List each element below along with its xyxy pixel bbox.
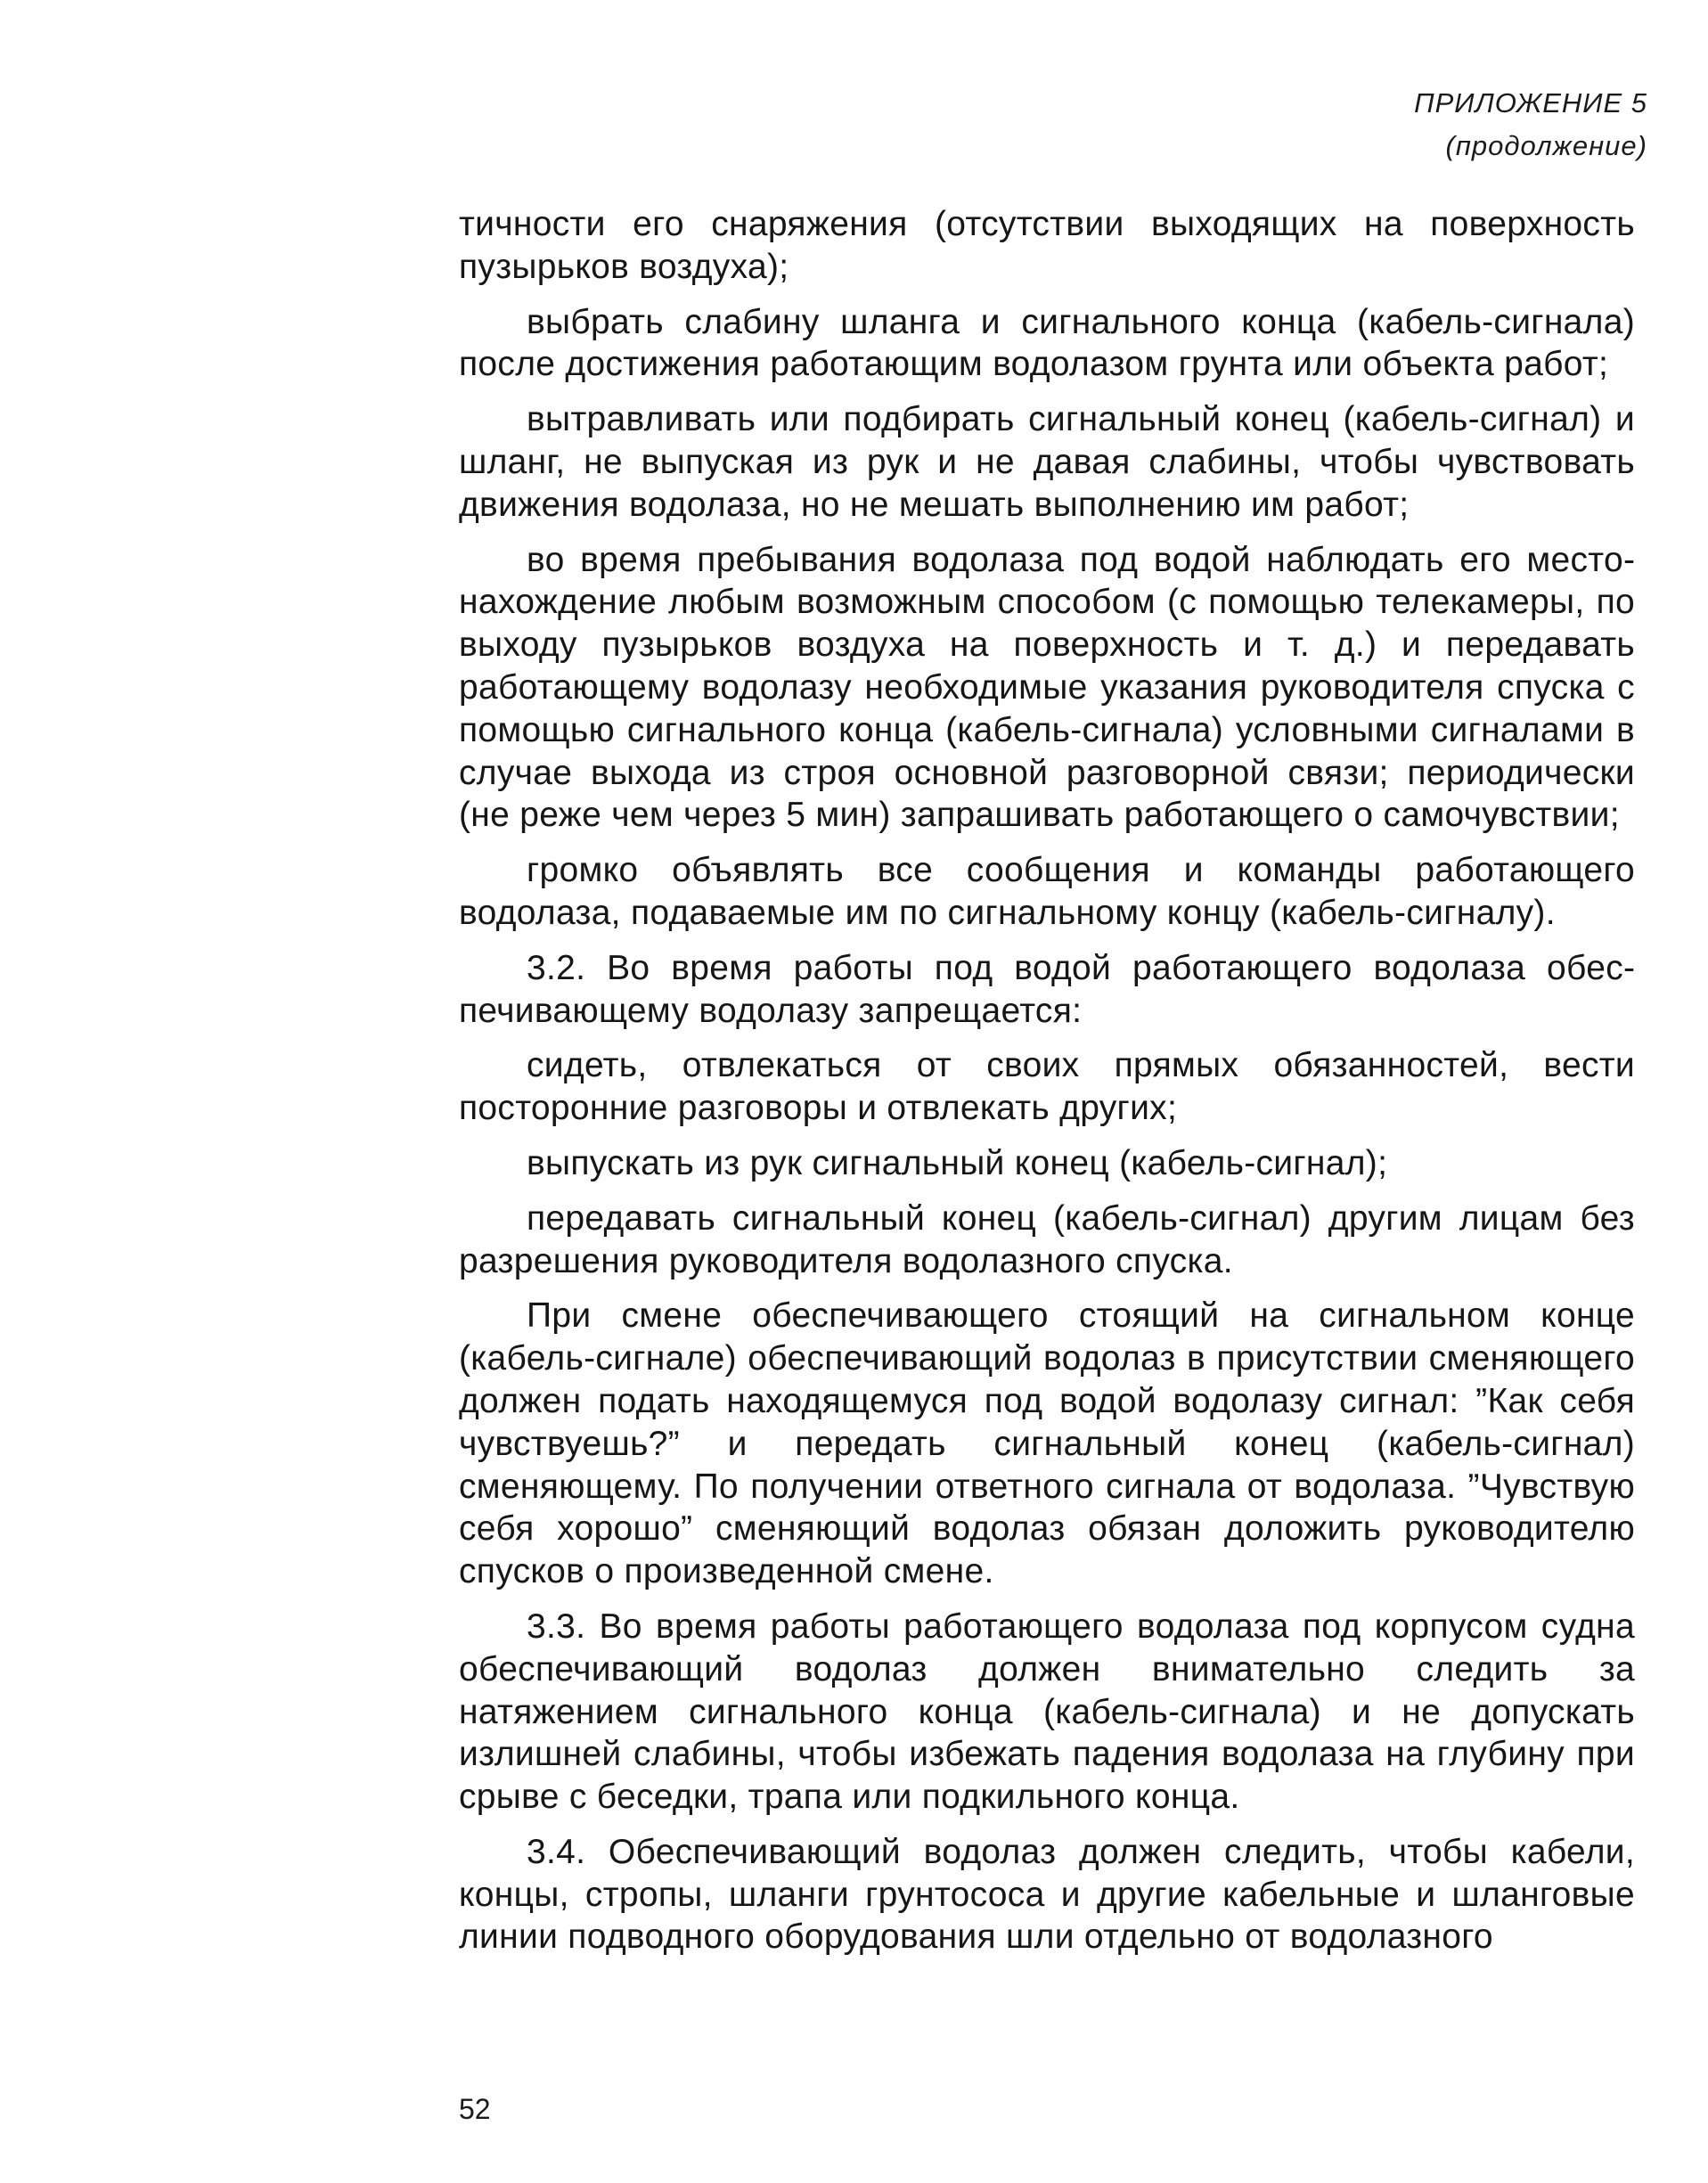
paragraph: громко объявлять все сообщения и команды работающего водолаза, подаваемые им по сигнальному концу (кабель-сигналу). bbox=[459, 851, 1635, 932]
continuation-label: (продолжение) bbox=[1445, 130, 1647, 161]
paragraph: сидеть, отвлекаться от своих прямых обязанностей, вести посторонние разговоры и отвлекать других; bbox=[459, 1046, 1635, 1128]
appendix-label: ПРИЛОЖЕНИЕ 5 bbox=[1414, 87, 1647, 119]
paragraph: 3.2. Во время работы под водой работающего водолаза обеспечивающему водолазу запрещается: bbox=[459, 948, 1635, 1030]
page-header bbox=[1414, 82, 1647, 168]
paragraph: выбрать слабину шланга и сигнального конца (кабель-сигнала) после достижения работающим водолазом грунта или объекта работ; bbox=[459, 302, 1635, 384]
paragraph: выпускать из рук сигнальный конец (кабель-сигнал); bbox=[527, 1143, 1388, 1182]
paragraph: 3.4. Обеспечивающий водолаз должен следить, чтобы кабели, концы, стропы, шланги грунтососа и другие кабельные и шланговые линии подводного оборудования шли отдельно от водолазного bbox=[459, 1832, 1635, 1957]
body-text bbox=[459, 203, 1635, 1971]
paragraph: тичности его снаряжения (отсутствии выходящих на поверхность пузырьков воздуха); bbox=[459, 205, 1635, 286]
paragraph: 3.3. Во время работы работающего водолаза под корпусом судна обеспечивающий водолаз должен внимательно следить за натяжением сигнального конца (кабель-сигнала) и не допускать излишней слабины, чтобы избежать падения водолаза на глубину при срыве с беседки, трапа или подкильного конца. bbox=[459, 1607, 1635, 1817]
paragraph: во время пребывания водолаза под водой наблюдать его местонахождение любым возможным способом (с помощью телекамеры, по выходу пузырьков воздуха на поверхность и т. д.) и передавать работающему водолазу необходимые указания руководителя спуска с помощью сигнального конца (кабель-сигнала) условными сигналами в случае выхода из строя основной разговорной связи; периодически (не реже чем через 5 мин) запрашивать работающего о самочувствии; bbox=[459, 540, 1635, 835]
paragraph: вытравливать или подбирать сигнальный конец (кабель-сигнал) и шланг, не выпуская из рук и не давая слабины, чтобы чувствовать движения водолаза, но не мешать выполнению им работ; bbox=[459, 400, 1635, 524]
page-number: 52 bbox=[459, 2093, 491, 2125]
paragraph: При смене обеспечивающего стоящий на сигнальном конце (кабель-сигнале) обеспечивающий водолаз в присутствии сменяющего должен подать находящемуся под водой водолазу сигнал: ”Как себя чувствуешь?” и передать сигнальный конец (кабель-сигнал) сменяющему. По получении ответного сигнала от водолаза. ”Чувствую себя хорошо” сменяющий водолаз обязан доложить руководителю спусков о произведенной смене. bbox=[459, 1296, 1635, 1591]
paragraph: передавать сигнальный конец (кабель-сигнал) другим лицам без разрешения руководителя водолазного спуска. bbox=[459, 1198, 1635, 1280]
